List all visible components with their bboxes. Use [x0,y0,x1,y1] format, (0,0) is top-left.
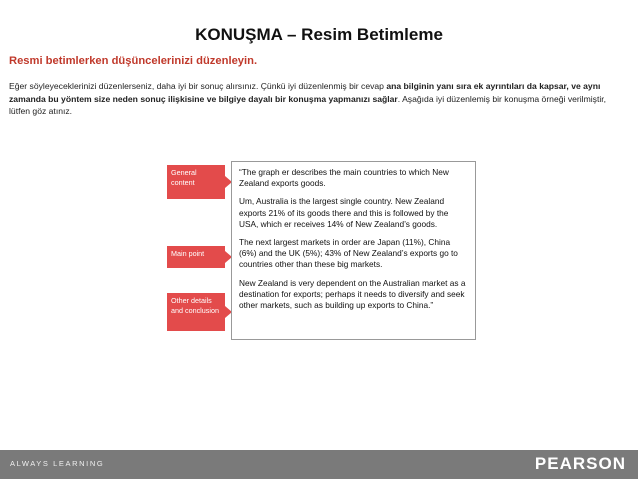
label-main-point: Main point [167,246,225,268]
footer-bar [0,450,638,479]
footer-tagline: ALWAYS LEARNING [10,459,105,468]
speech-paragraph-1: “The graph er describes the main countries to which New Zealand exports goods. [239,167,449,189]
intro-text-2: . Aşağıda iyi düzenlemiş bir konuşma örneği verilmiştir, lütfen göz atınız. [9,93,607,116]
intro-text-bold: ana bilginin yanı sıra ek ayrıntıları da kapsar, ve aynı zamanda bu yöntem size neden sonuç ilişkisine ve bilgiye dayalı bir konuşma yapmanızı sağlar [9,81,601,104]
pearson-logo: PEARSON [534,454,626,473]
label-other-details: Other details and conclusion [167,293,225,331]
intro-paragraph [9,80,629,118]
speech-paragraph-2: Um, Australia is the largest single country. New Zealand exports 21% of its goods there and this is followed by the USA, which er receives 14% of New Zealand’s goods. [239,196,449,229]
speech-paragraph-3: The next largest markets in order are Japan (11%), China (6%) and the UK (5%); 43% of New Zealand’s exports go to countries other than these big markets. [239,237,458,270]
page-subtitle: Resmi betimlerken düşüncelerinizi düzenleyin. [9,55,258,67]
page-title: KONUŞMA – Resim Betimleme [195,25,443,44]
speech-paragraph-4: New Zealand is very dependent on the Australian market as a destination for exports; perhaps it needs to diversify and seek other markets, such as building up exports to China.” [239,277,466,311]
intro-text-1: Eğer söyleyeceklerinizi düzenlerseniz, daha iyi bir sonuç alırsınız. Çünkü iyi düzenlenmiş bir cevap [9,81,387,91]
label-general-content: General content [167,165,225,199]
speech-example-box [231,161,476,340]
